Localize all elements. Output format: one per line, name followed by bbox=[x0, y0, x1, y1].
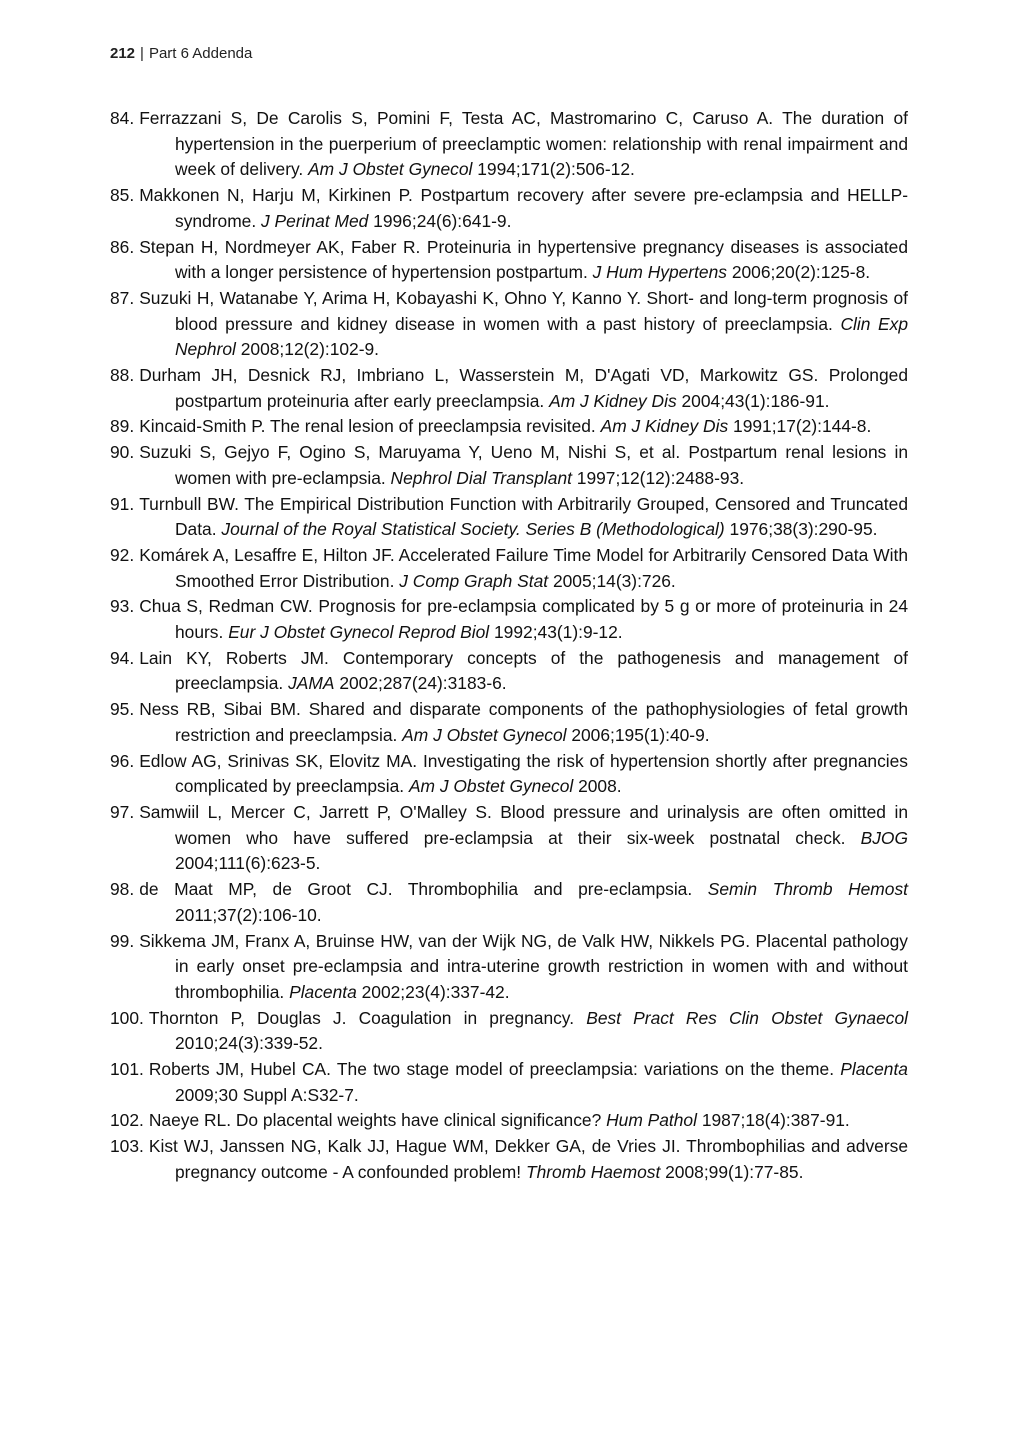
section-title: Part 6 Addenda bbox=[148, 45, 253, 62]
reference-journal: J Comp Graph Stat bbox=[399, 570, 549, 591]
reference-number: 87. bbox=[110, 287, 135, 308]
reference-number: 88. bbox=[110, 365, 135, 386]
reference-number: 91. bbox=[110, 493, 135, 514]
reference-authors-title: Roberts JM, Hubel CA. The two stage model of preeclampsia: variations on the theme. bbox=[148, 1059, 835, 1080]
reference-citation: 2010;24(3):339-52. bbox=[175, 1033, 323, 1054]
reference-citation: 2009;30 Suppl A:S32-7. bbox=[175, 1084, 359, 1105]
reference-number: 103. bbox=[110, 1136, 144, 1157]
reference-item bbox=[110, 594, 908, 645]
reference-number: 97. bbox=[110, 801, 135, 822]
reference-citation: 1996;24(6):641-9. bbox=[373, 210, 512, 231]
reference-number: 93. bbox=[110, 596, 135, 617]
reference-citation: 2006;20(2):125-8. bbox=[731, 262, 871, 283]
reference-number: 84. bbox=[110, 108, 135, 128]
reference-journal: Am J Obstet Gynecol bbox=[402, 724, 567, 745]
reference-citation: 1987;18(4):387-91. bbox=[701, 1110, 850, 1131]
reference-number: 86. bbox=[110, 236, 135, 257]
reference-authors-title: Kincaid-Smith P. The renal lesion of preeclampsia revisited. bbox=[139, 416, 596, 437]
reference-authors-title: Ferrazzani S, De Carolis S, Pomini F, Testa AC, Mastromarino C, Caruso A. The duration of hypertension in the puerperium of preeclamptic women: relationship with renal impairment and week of delivery. bbox=[139, 108, 908, 180]
reference-authors-title: Stepan H, Nordmeyer AK, Faber R. Proteinuria in hypertensive pregnancy diseases is associated with a longer persistence of hypertension postpartum. bbox=[139, 236, 908, 283]
reference-item bbox=[110, 1057, 908, 1108]
reference-authors-title: Makkonen N, Harju M, Kirkinen P. Postpartum recovery after severe pre-eclampsia and HELLP-syndrome. bbox=[139, 185, 908, 231]
reference-number: 101. bbox=[110, 1059, 144, 1080]
reference-item bbox=[110, 929, 908, 1006]
reference-journal: Best Pract Res Clin Obstet Gynaecol bbox=[586, 1007, 908, 1028]
reference-list bbox=[110, 106, 908, 1186]
reference-authors-title: Ness RB, Sibai BM. Shared and disparate components of the pathophysiologies of fetal growth restriction and preeclampsia. bbox=[139, 699, 908, 745]
reference-citation: 2008;99(1):77-85. bbox=[665, 1161, 804, 1182]
reference-number: 98. bbox=[110, 879, 135, 900]
reference-journal: Am J Kidney Dis bbox=[549, 390, 677, 411]
page-header bbox=[110, 44, 252, 64]
reference-item bbox=[110, 1006, 908, 1057]
reference-journal: Am J Obstet Gynecol bbox=[408, 776, 574, 797]
reference-item bbox=[110, 106, 908, 183]
reference-citation: 2004;43(1):186-91. bbox=[681, 390, 830, 411]
reference-item bbox=[110, 1134, 908, 1185]
reference-journal: Journal of the Royal Statistical Society. Series B (Methodological) bbox=[221, 519, 725, 540]
reference-number: 102. bbox=[110, 1110, 144, 1131]
reference-journal: JAMA bbox=[288, 673, 335, 694]
reference-authors-title: Komárek A, Lesaffre E, Hilton JF. Accelerated Failure Time Model for Arbitrarily Censored Data With Smoothed Error Distribution. bbox=[139, 544, 908, 591]
reference-number: 90. bbox=[110, 442, 135, 463]
reference-citation: 1994;171(2):506-12. bbox=[477, 159, 635, 180]
reference-citation: 1991;17(2):144-8. bbox=[733, 416, 872, 437]
reference-item bbox=[110, 1108, 908, 1134]
reference-citation: 2011;37(2):106-10. bbox=[175, 904, 322, 925]
reference-journal: Hum Pathol bbox=[606, 1110, 697, 1131]
reference-journal: Am J Obstet Gynecol bbox=[308, 159, 473, 180]
reference-item bbox=[110, 183, 908, 234]
reference-journal: J Perinat Med bbox=[261, 210, 369, 231]
reference-number: 99. bbox=[110, 930, 135, 951]
reference-item bbox=[110, 235, 908, 286]
reference-authors-title: Lain KY, Roberts JM. Contemporary concepts of the pathogenesis and management of preeclampsia. bbox=[139, 647, 908, 694]
reference-journal: Am J Kidney Dis bbox=[600, 416, 729, 437]
reference-item bbox=[110, 877, 908, 928]
reference-citation: 2004;111(6):623-5. bbox=[175, 853, 321, 874]
reference-citation: 2005;14(3):726. bbox=[552, 570, 676, 591]
reference-authors-title: Sikkema JM, Franx A, Bruinse HW, van der Wijk NG, de Valk HW, Nikkels PG. Placental pathology in early onset pre-eclampsia and intra-uterine growth restriction in women with and without thrombophilia. bbox=[139, 930, 908, 1002]
reference-number: 94. bbox=[110, 647, 135, 668]
reference-authors-title: Chua S, Redman CW. Prognosis for pre-eclampsia complicated by 5 g or more of proteinuria in 24 hours. bbox=[139, 596, 908, 643]
reference-item bbox=[110, 363, 908, 414]
reference-journal: Nephrol Dial Transplant bbox=[390, 467, 572, 488]
reference-number: 92. bbox=[110, 544, 135, 565]
reference-citation: 1992;43(1):9-12. bbox=[494, 622, 623, 643]
reference-number: 96. bbox=[110, 750, 135, 771]
reference-citation: 1997;12(12):2488-93. bbox=[576, 467, 745, 488]
reference-journal: Clin Exp Nephrol bbox=[175, 313, 908, 360]
reference-journal: Thromb Haemost bbox=[525, 1161, 661, 1182]
reference-citation: 1976;38(3):290-95. bbox=[729, 519, 878, 540]
reference-authors-title: Edlow AG, Srinivas SK, Elovitz MA. Investigating the risk of hypertension shortly after pregnancies complicated by preeclampsia. bbox=[139, 750, 908, 797]
reference-item bbox=[110, 646, 908, 697]
reference-citation: 2006;195(1):40-9. bbox=[571, 724, 710, 745]
reference-journal: Placenta bbox=[289, 981, 357, 1002]
header-separator: | bbox=[140, 45, 144, 62]
reference-item bbox=[110, 414, 908, 440]
reference-number: 85. bbox=[110, 185, 135, 206]
reference-authors-title: Thornton P, Douglas J. Coagulation in pregnancy. bbox=[148, 1007, 575, 1028]
reference-journal: Semin Thromb Hemost bbox=[707, 879, 908, 900]
reference-item bbox=[110, 800, 908, 877]
reference-number: 89. bbox=[110, 416, 135, 437]
reference-authors-title: Kist WJ, Janssen NG, Kalk JJ, Hague WM, Dekker GA, de Vries JI. Thrombophilias and adverse pregnancy outcome - A confounded problem! bbox=[148, 1136, 908, 1182]
reference-authors-title: Turnbull BW. The Empirical Distribution Function with Arbitrarily Grouped, Censored and Truncated Data. bbox=[139, 493, 908, 540]
reference-citation: 2008. bbox=[578, 776, 622, 797]
reference-journal: J Hum Hypertens bbox=[592, 262, 727, 283]
reference-citation: 2002;287(24):3183-6. bbox=[339, 673, 507, 694]
reference-authors-title: Samwiil L, Mercer C, Jarrett P, O'Malley S. Blood pressure and urinalysis are often omitted in women who have suffered pre-eclampsia at their six-week postnatal check. bbox=[139, 801, 908, 848]
reference-item bbox=[110, 492, 908, 543]
reference-citation: 2008;12(2):102-9. bbox=[240, 339, 380, 360]
reference-number: 95. bbox=[110, 699, 135, 720]
page-number: 212 bbox=[110, 45, 136, 62]
reference-authors-title: Suzuki S, Gejyo F, Ogino S, Maruyama Y, Ueno M, Nishi S, et al. Postpartum renal lesions in women with pre-eclampsia. bbox=[139, 442, 908, 488]
reference-authors-title: de Maat MP, de Groot CJ. Thrombophilia and pre-eclampsia. bbox=[139, 879, 693, 900]
reference-journal: Placenta bbox=[840, 1059, 908, 1080]
reference-authors-title: Durham JH, Desnick RJ, Imbriano L, Wasserstein M, D'Agati VD, Markowitz GS. Prolonged postpartum proteinuria after early preeclampsia. bbox=[139, 365, 908, 411]
reference-citation: 2002;23(4):337-42. bbox=[361, 981, 510, 1002]
reference-journal: BJOG bbox=[860, 827, 908, 848]
reference-number: 100. bbox=[110, 1007, 144, 1028]
reference-journal: Eur J Obstet Gynecol Reprod Biol bbox=[228, 622, 490, 643]
reference-item bbox=[110, 286, 908, 363]
reference-item bbox=[110, 543, 908, 594]
reference-item bbox=[110, 440, 908, 491]
reference-authors-title: Suzuki H, Watanabe Y, Arima H, Kobayashi K, Ohno Y, Kanno Y. Short- and long-term prognosis of blood pressure and kidney disease in women with a past history of preeclampsia. bbox=[139, 287, 908, 334]
reference-item bbox=[110, 697, 908, 748]
reference-authors-title: Naeye RL. Do placental weights have clinical significance? bbox=[148, 1110, 602, 1131]
reference-item bbox=[110, 749, 908, 800]
